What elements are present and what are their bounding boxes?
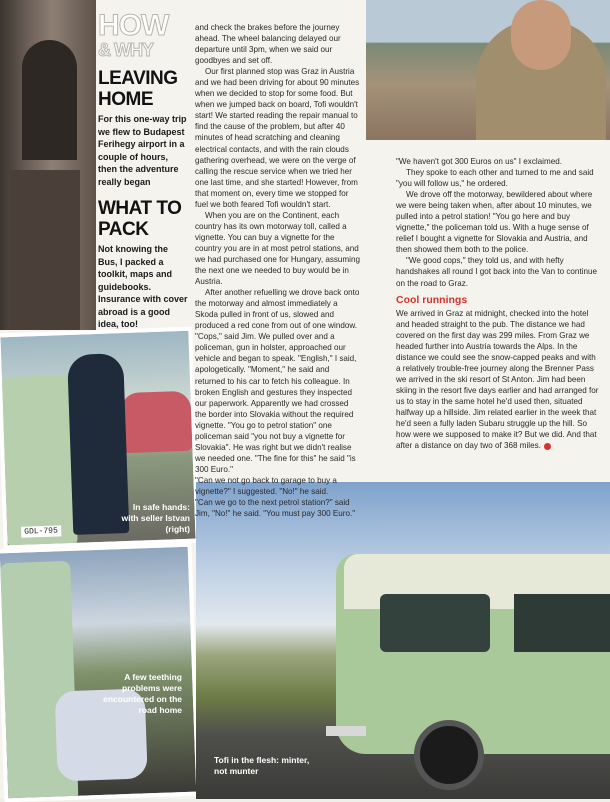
van-caption: Tofi in the flesh: minter, not munter [214, 755, 310, 776]
paragraph: When you are on the Continent, each country has its own motorway toll, called a vignette. You can buy a vignette for the country you are in at most petrol stations, and we had purchased one for Hungary, assuming the next one we needed to buy would be in Austria. [195, 210, 360, 287]
kicker-how: HOW [98, 9, 169, 42]
paragraph: "Can we go to the next petrol station?" said Jim, "No!" he said. "You must pay 300 Euro." [195, 498, 356, 519]
kicker-why: & WHY [98, 40, 153, 60]
cool-runnings-subheading: Cool runnings [396, 293, 468, 306]
paragraph-text: We arrived in Graz at midnight, checked into the hotel and headed straight to the pub. The distance we had covered on the first day was 299 miles. From Graz we headed further into Austria towards the Alps. In the distance we could see the snow-capped peaks and with a relatively trouble-free journey along the Brenner Pass we arrived in the ski resort of St Anton. Jim had been skiing in the resort five days earlier and had arranged for us to stay in the same hotel he'd used then, situated halfway up a hillside. Jim related earlier in the week that he'd seen a fully laden Subaru struggle up the hill. So how were we supposed to make it? But we did. And that after a distance on day two of 368 miles. [396, 308, 599, 451]
paragraph: "We haven't got 300 Euros on us" I exclaimed. [396, 157, 562, 166]
pillar-shape [10, 170, 80, 330]
number-plate: GDL-795 [21, 525, 61, 537]
article-column-2 [396, 156, 600, 451]
paragraph: and check the brakes before the journey ahead. The wheel balancing delayed our departure until 3pm, when we said our goodbyes and set off. [195, 23, 341, 66]
paragraph: Our first planned stop was Graz in Austria and we had been driving for about 90 minutes when we decided to stop for some food. But when we jumped back on board, Tofi wouldn't start! We started reading the repair manual to find the cause of the problem, but after 40 minutes of head scratching and cleaning electrical contacts, and with the rain clouds gathering overhead, we were on the verge of calling the rescue service when we tried her one last time, and she started! However, from that moment on, every time we stopped for fuel we both feared Tofi wouldn't start. [195, 67, 360, 209]
paragraph: "We good cops," they told us, and with hefty handshakes all round I got back into the Van to continue on the road to Graz. [396, 256, 597, 288]
continue-arrow-icon [544, 443, 551, 450]
pink-car [120, 391, 192, 453]
man-face [511, 0, 571, 70]
repair-caption: A few teething problems were encountered on the road home [103, 672, 182, 715]
leaving-home-heading: LEAVING HOME [98, 68, 178, 110]
paragraph: We drove off the motorway, bewildered about where we were being taken when, after about 10 minutes, we pulled into a petrol station! "You go here and buy vignette," the policeman told us. With a huge sense of relief I bought a vignette for Slovakia and Austria, and then showed them both to the police. [396, 190, 593, 255]
cafe-terrace-photo [366, 0, 610, 140]
green-van-side [2, 375, 78, 547]
article-column-1 [195, 22, 361, 519]
how-and-why-sidebar [98, 9, 188, 331]
paragraph: After another refuelling we drove back onto the motorway and almost immediately a Skoda pulled in front of us, slowed and produced a red cone from out of one window. "Cops," said Jim. We pulled over and a policeman, gun in holster, approached our vehicle and began to speak. "English," I said, apologetically. "Moment," he said and returned to his car to fetch his colleague. In broken English and gestures they inspected our paperwork. Apparently we had crossed the border into Slovakia without the required vignette. "You go to petrol station" one policeman said "you not buy a vignette for Slovakia". He was right but we didn't realise we needed one. "The fine for this" he said "is 300 Euro." [195, 288, 360, 474]
archway-shape [22, 40, 77, 160]
van-bumper [326, 726, 366, 736]
van-wheel [414, 720, 484, 790]
arched-building-photo [0, 0, 96, 330]
what-to-pack-heading: WHAT TO PACK [98, 198, 182, 240]
handshake-caption: In safe hands: with seller Istvan (right) [121, 502, 190, 534]
how-why-kicker [98, 9, 188, 62]
what-to-pack-body: Not knowing the Bus, I packed a toolkit, maps and guidebooks. Insurance with cover abroad is a good idea, too! [98, 244, 188, 329]
paragraph [396, 308, 600, 452]
van-side-window [514, 594, 610, 652]
vw-camper-photo [196, 482, 610, 799]
van-windscreen [380, 594, 490, 652]
leaving-home-body: For this one-way trip we flew to Budapest Ferihegy airport in a couple of hours, then the adventure really began [98, 114, 187, 187]
paragraph: "Can we not go back to garage to buy a vignette?" I suggested. "No!" he said. [195, 475, 337, 496]
paragraph: They spoke to each other and turned to me and said "you will follow us," he ordered. [396, 168, 594, 189]
